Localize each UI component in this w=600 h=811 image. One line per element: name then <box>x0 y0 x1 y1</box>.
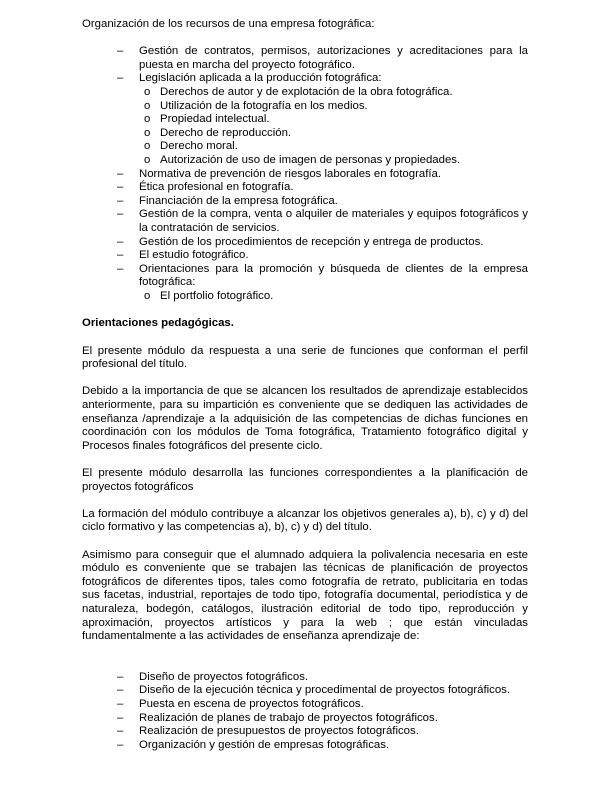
list-item <box>82 263 528 304</box>
legislation-sublist <box>139 86 528 168</box>
list-item <box>82 684 528 698</box>
sublist-item-text: Derechos de autor y de explotación de la obra fotográfica. <box>160 85 453 98</box>
list-item <box>82 249 528 263</box>
circle-bullet: o <box>144 289 151 302</box>
section-heading: Orientaciones pedagógicas. <box>82 317 234 330</box>
paragraph: El presente módulo da respuesta a una serie de funciones que conforman el perfil profesional del título. <box>82 344 528 371</box>
sublist-item-text: Utilización de la fotografía en los medios. <box>160 99 368 112</box>
sublist-item <box>139 113 528 127</box>
sublist-item <box>139 140 528 154</box>
list-item <box>82 45 528 72</box>
list-item-text: Gestión de los procedimientos de recepción y entrega de productos. <box>139 235 484 248</box>
sublist-item <box>139 290 528 304</box>
list-item-text: Legislación aplicada a la producción fotográfica: <box>139 72 382 85</box>
org-resources-list <box>82 45 528 303</box>
list-item-text: Gestión de la compra, venta o alquiler de materiales y equipos fotográficos y la contratación de servicios. <box>139 208 528 234</box>
list-item <box>82 72 528 167</box>
list-item-text: Puesta en escena de proyectos fotográficos. <box>139 697 364 710</box>
dash-bullet: – <box>117 45 124 58</box>
dash-bullet: – <box>117 235 124 248</box>
list-item-text: Normativa de prevención de riesgos laborales en fotografía. <box>139 167 442 180</box>
sublist-item-text: Propiedad intelectual. <box>160 113 270 126</box>
list-item <box>82 208 528 235</box>
list-item-text: Orientaciones para la promoción y búsqueda de clientes de la empresa fotográfica: <box>139 262 528 289</box>
document-page <box>82 18 528 752</box>
sublist-item-text: Derecho de reproducción. <box>160 126 292 139</box>
list-item-text: Financiación de la empresa fotográfica. <box>139 194 338 207</box>
list-item-text: Diseño de la ejecución técnica y procedimental de proyectos fotográficos. <box>139 684 511 697</box>
dash-bullet: – <box>117 697 124 710</box>
list-item <box>82 739 528 753</box>
sublist-item <box>139 86 528 100</box>
circle-bullet: o <box>144 153 151 166</box>
dash-bullet: – <box>117 684 124 697</box>
sublist-item-text: Derecho moral. <box>160 140 238 153</box>
list-item <box>82 168 528 182</box>
dash-bullet: – <box>117 208 124 221</box>
sublist-item-text: Autorización de uso de imagen de personas y propiedades. <box>160 153 461 166</box>
dash-bullet: – <box>117 670 124 683</box>
dash-bullet: – <box>117 711 124 724</box>
paragraph: Debido a la importancia de que se alcancen los resultados de aprendizaje establecidos anteriormente, para su impartición es conveniente que se dediquen las actividades de enseñanza /aprendizaje a la adquisición de las competencias de dichas funciones en coordinación con los módulos de Toma fotográfica, Tratamiento fotográfico digital y Procesos finales fotográficos del presente ciclo. <box>82 385 528 452</box>
circle-bullet: o <box>144 85 151 98</box>
dash-bullet: – <box>117 194 124 207</box>
list-item-text: El estudio fotográfico. <box>139 249 249 262</box>
list-item <box>82 698 528 712</box>
dash-bullet: – <box>117 181 124 194</box>
dash-bullet: – <box>117 167 124 180</box>
list-item <box>82 671 528 685</box>
list-item <box>82 195 528 209</box>
paragraph: La formación del módulo contribuye a alcanzar los objetivos generales a), b), c) y d) del ciclo formativo y las competencias a), b), c) y d) del título. <box>82 507 528 534</box>
paragraph: El presente módulo desarrolla las funciones correspondientes a la planificación de proyectos fotográficos <box>82 467 528 493</box>
list-item <box>82 712 528 726</box>
list-item <box>82 236 528 250</box>
sublist-item <box>139 154 528 168</box>
dash-bullet: – <box>117 72 124 85</box>
dash-bullet: – <box>117 262 124 275</box>
circle-bullet: o <box>144 113 151 126</box>
promotion-sublist <box>139 290 528 304</box>
dash-bullet: – <box>117 249 124 262</box>
circle-bullet: o <box>144 126 151 139</box>
list-item-text: Realización de presupuestos de proyectos fotográficos. <box>139 725 419 738</box>
list-item-text: Realización de planes de trabajo de proyectos fotográficos. <box>139 711 438 724</box>
list-item-text: Diseño de proyectos fotográficos. <box>139 670 309 683</box>
circle-bullet: o <box>144 140 151 153</box>
list-item-text: Ética profesional en fotografía. <box>139 181 294 194</box>
list-item <box>82 725 528 739</box>
dash-bullet: – <box>117 738 124 751</box>
sublist-item <box>139 127 528 141</box>
intro-line: Organización de los recursos de una empresa fotográfica: <box>82 18 375 30</box>
sublist-item-text: El portfolio fotográfico. <box>160 289 274 302</box>
sublist-item <box>139 100 528 114</box>
dash-bullet: – <box>117 725 124 738</box>
circle-bullet: o <box>144 99 151 112</box>
activities-list <box>82 671 528 753</box>
paragraph: Asimismo para conseguir que el alumnado adquiera la polivalencia necesaria en este módulo es conveniente que se trabajen las técnicas de planificación de proyectos fotográficos de diferentes tipos, tales como fotografía de retrato, publicitaria en todas sus facetas, industrial, reportajes de todo tipo, fotografía documental, periodística y de naturaleza, bodegón, catálogos, ilustración editorial de todo tipo, reproducción y aproximación, proyectos artísticos y para la web ; que están vinculadas fundamentalmente a las actividades de enseñanza aprendizaje de: <box>82 548 528 643</box>
list-item-text: Organización y gestión de empresas fotográficas. <box>139 738 390 751</box>
list-item-text: Gestión de contratos, permisos, autorizaciones y acreditaciones para la puesta en marcha del proyecto fotográfico. <box>139 45 528 71</box>
list-item <box>82 181 528 195</box>
